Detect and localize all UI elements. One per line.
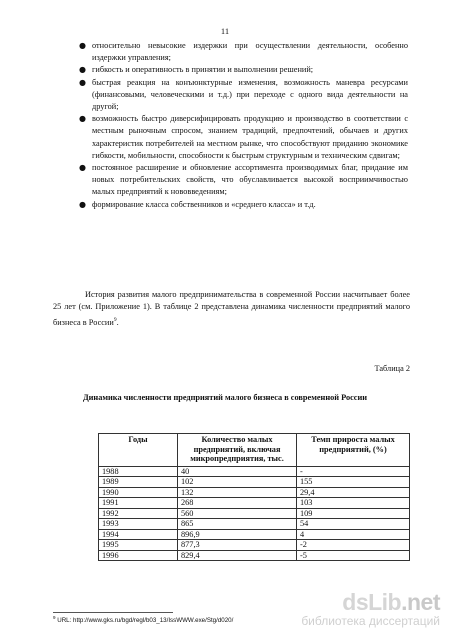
cell-growth: 103	[297, 498, 410, 509]
footnote-reference[interactable]: 9	[113, 316, 117, 323]
header-growth: Темп прироста малых предприятий, (%)	[297, 434, 410, 467]
cell-count: 102	[178, 477, 297, 488]
table-row	[99, 466, 410, 477]
watermark-subtitle: библиотека диссертаций	[301, 614, 440, 628]
cell-year: 1989	[99, 477, 178, 488]
table-row	[99, 487, 410, 498]
cell-count: 132	[178, 487, 297, 498]
bullet-icon: ●	[79, 199, 86, 209]
cell-count: 40	[178, 466, 297, 477]
cell-year: 1990	[99, 487, 178, 498]
page-number: 11	[220, 26, 230, 36]
cell-year: 1988	[99, 466, 178, 477]
cell-growth: -5	[297, 550, 410, 561]
cell-count: 896,9	[178, 529, 297, 540]
bullet-icon: ●	[79, 77, 86, 87]
table-title: Динамика численности предприятий малого бизнеса в современной России	[82, 393, 368, 402]
bullet-text: постоянное расширение и обновление ассортимента производимых благ, придание им новых потребительских свойств, что обуславливается высокой восприимчивостью малых предприятий к нововведениям;	[92, 163, 408, 197]
footnote-divider	[53, 612, 173, 613]
watermark-logo-suffix: .net	[401, 589, 440, 615]
bullet-list	[79, 40, 408, 211]
paragraph-text: История развития малого предпринимательства в современной России насчитывает более 25 лет (см. Приложение 1). В таблице 2 представлена динамика численности предприятий малого бизнеса в России	[53, 290, 410, 327]
watermark-logo-main: dsLib	[342, 589, 402, 615]
watermark-logo	[301, 590, 440, 614]
bullet-item	[79, 64, 408, 76]
cell-year: 1996	[99, 550, 178, 561]
table-row	[99, 529, 410, 540]
bullet-item	[79, 199, 408, 211]
cell-year: 1993	[99, 519, 178, 530]
paragraph-end: .	[116, 317, 119, 327]
table-header-row	[99, 434, 410, 467]
table-row	[99, 508, 410, 519]
table-label: Таблица 2	[374, 364, 410, 373]
footnote	[53, 615, 233, 624]
bullet-item	[79, 77, 408, 114]
table-row	[99, 477, 410, 488]
cell-growth: 4	[297, 529, 410, 540]
bullet-text: относительно невысокие издержки при осуществлении деятельности, особенно издержки управления;	[92, 41, 408, 63]
cell-growth: 109	[297, 508, 410, 519]
cell-year: 1995	[99, 540, 178, 551]
bullet-icon: ●	[79, 114, 86, 124]
table-row	[99, 550, 410, 561]
cell-year: 1991	[99, 498, 178, 509]
bullet-text: формирование класса собственников и «среднего класса» и т.д.	[92, 199, 316, 209]
cell-count: 560	[178, 508, 297, 519]
cell-growth: -2	[297, 540, 410, 551]
cell-count: 865	[178, 519, 297, 530]
bullet-text: быстрая реакция на конъюнктурные изменения, возможность маневра ресурсами (финансовыми, человеческими и т.д.) при переходе с одного вида деятельности на другой;	[92, 77, 408, 112]
cell-growth: -	[297, 466, 410, 477]
bullet-icon: ●	[79, 163, 86, 173]
footnote-number: 9	[53, 615, 56, 620]
cell-growth: 155	[297, 477, 410, 488]
cell-year: 1992	[99, 508, 178, 519]
watermark	[301, 590, 440, 628]
cell-growth: 29,4	[297, 487, 410, 498]
body-paragraph	[53, 289, 410, 329]
bullet-text: гибкость и оперативность в принятии и выполнении решений;	[92, 65, 314, 75]
bullet-item	[79, 40, 408, 64]
bullet-icon: ●	[79, 65, 86, 75]
bullet-item	[79, 113, 408, 162]
table-row	[99, 519, 410, 530]
table-row	[99, 540, 410, 551]
table-row	[99, 498, 410, 509]
cell-count: 829,4	[178, 550, 297, 561]
header-years: Годы	[99, 434, 178, 467]
bullet-icon: ●	[79, 41, 86, 50]
data-table	[98, 433, 410, 561]
cell-count: 268	[178, 498, 297, 509]
bullet-text: возможность быстро диверсифицировать продукцию и производство в соответствии с местным рыночным спросом, знанием традиций, предпочтений, обычаев и других характеристик потребителей на местном рынке, что способствуют приданию экономике гибкости, мобильности, способности к быстрым структурным и техническим сдвигам;	[92, 114, 408, 160]
cell-count: 877,3	[178, 540, 297, 551]
cell-growth: 54	[297, 519, 410, 530]
header-count: Количество малых предприятий, включая микропредприятия, тыс.	[178, 434, 297, 467]
footnote-url[interactable]: URL: http://www.gks.ru/bgd/regl/b03_13/IssWWW.exe/Stg/d020/	[55, 617, 234, 625]
bullet-item	[79, 162, 408, 199]
cell-year: 1994	[99, 529, 178, 540]
